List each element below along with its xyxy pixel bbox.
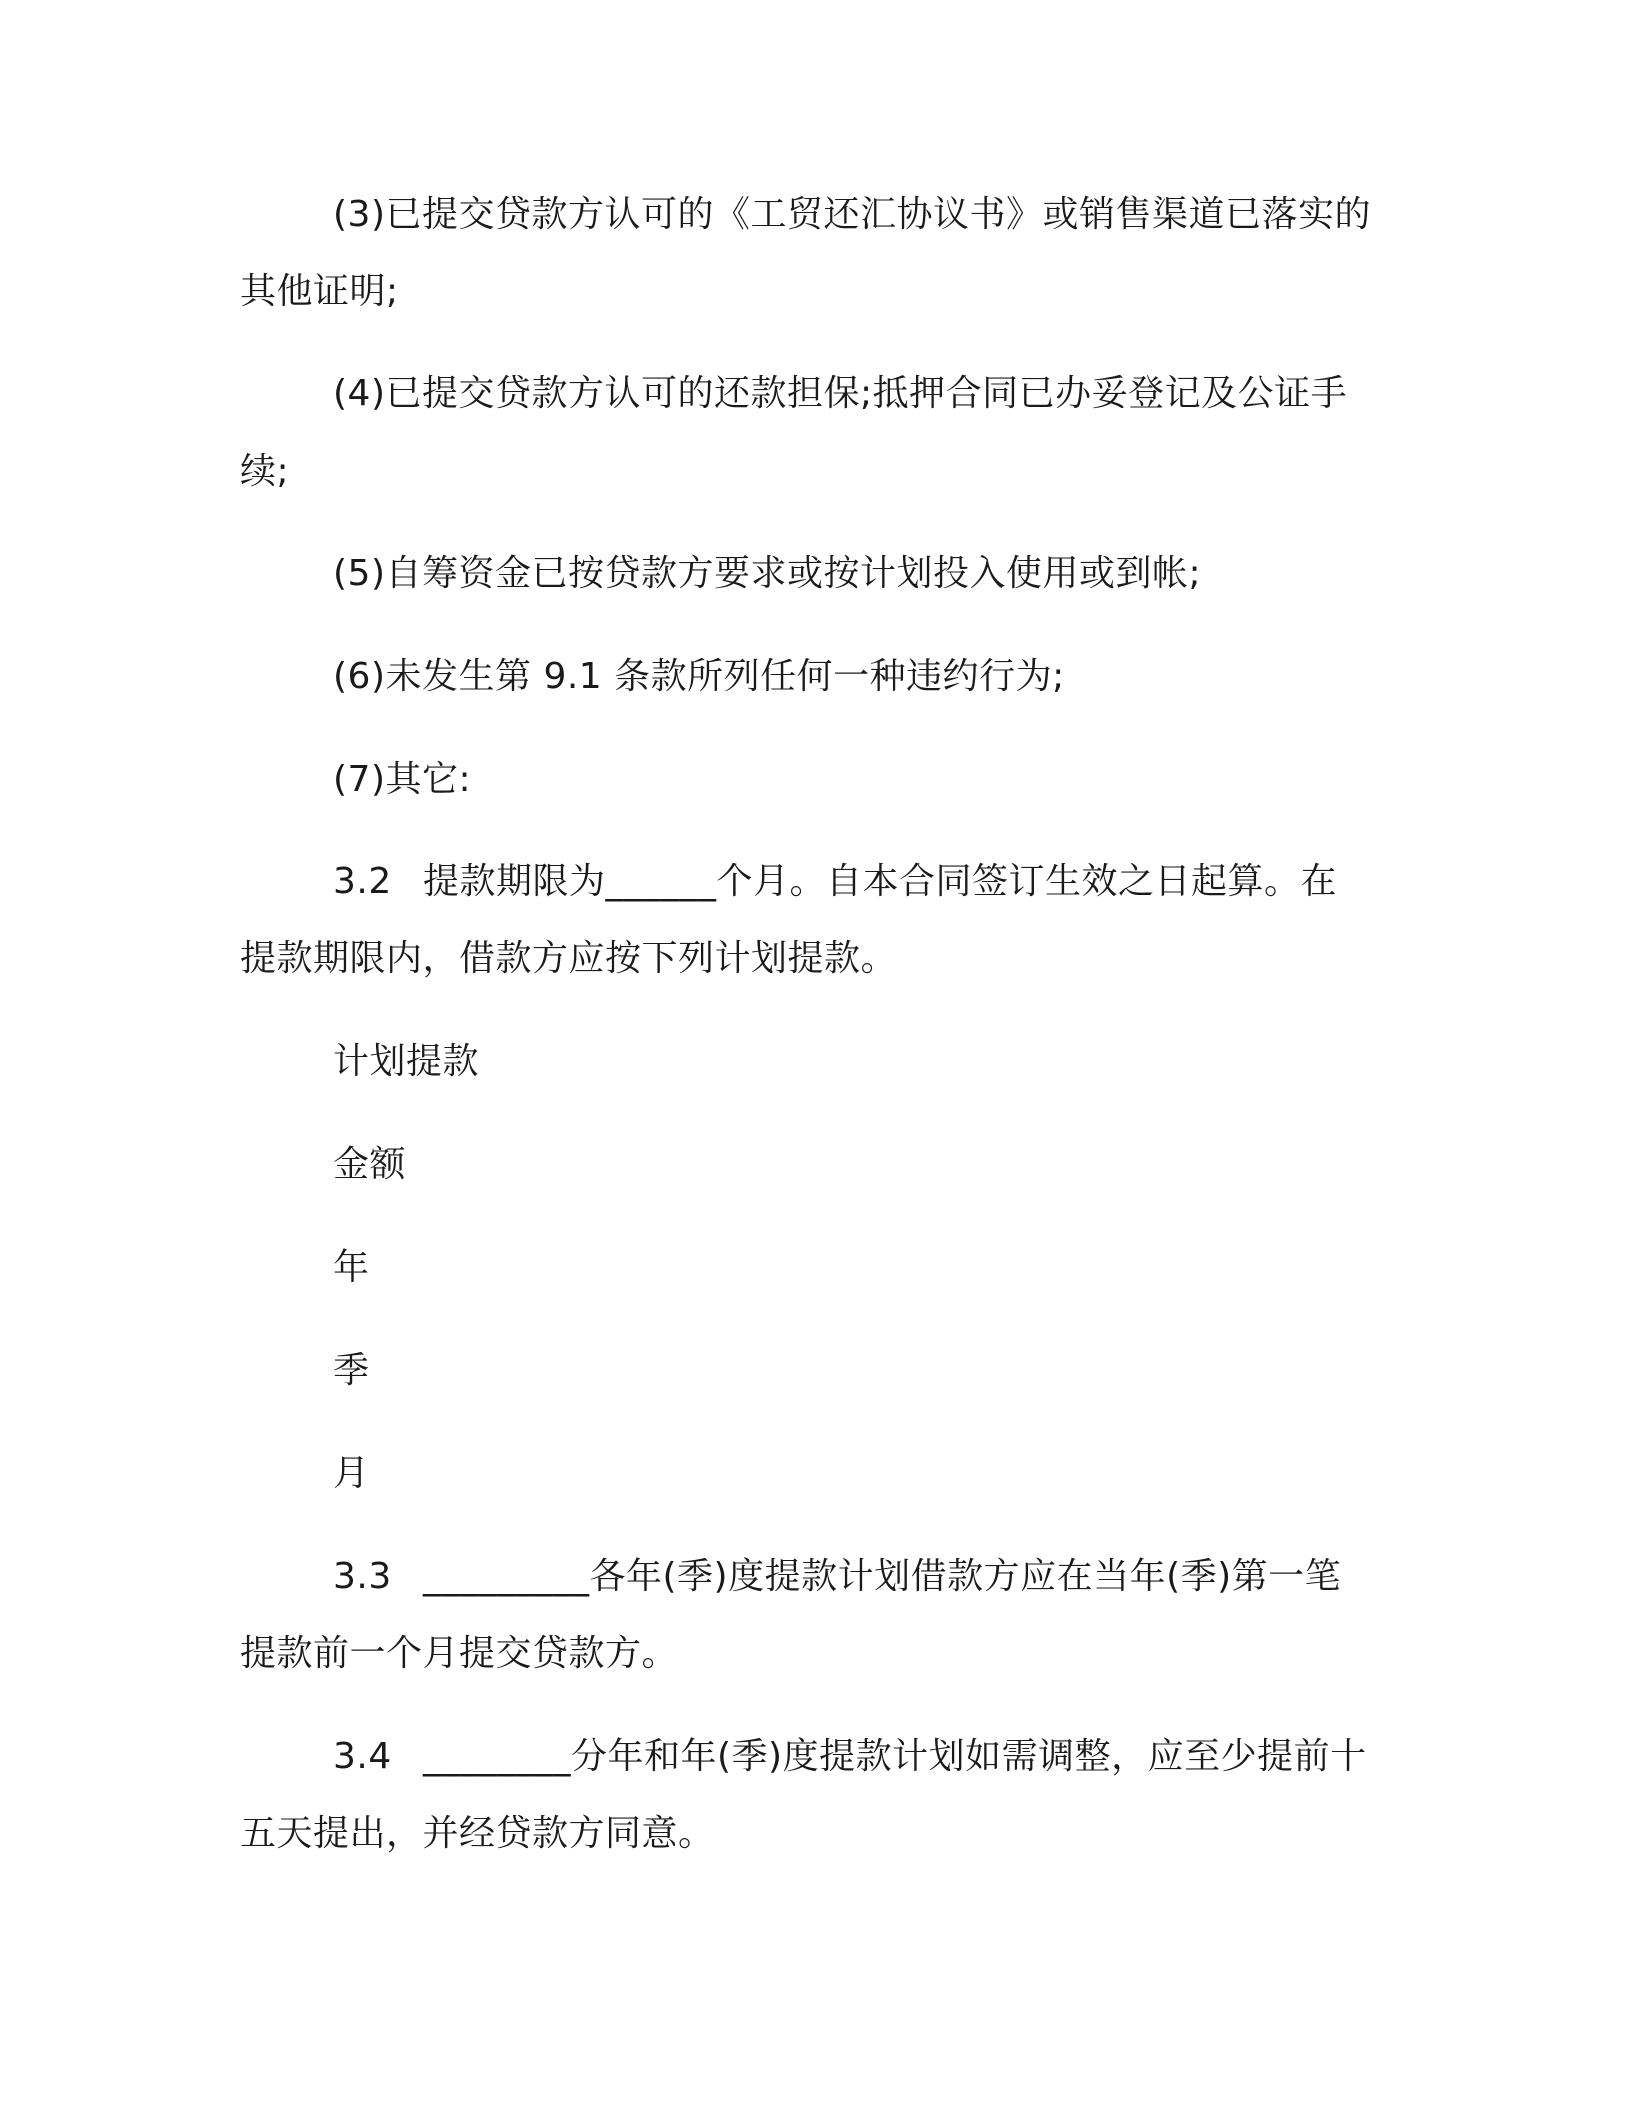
clause-number: 3.2 <box>333 861 392 902</box>
plan-quarter: 季 <box>333 1350 370 1391</box>
plan-month: 月 <box>333 1453 370 1494</box>
item-7: (7)其它: <box>333 759 472 800</box>
clause-3-2-line-1 <box>333 860 1337 904</box>
clause-text: _________各年(季)度提款计划借款方应在当年(季)第一笔 <box>423 1556 1342 1597</box>
plan-header-2: 金额 <box>333 1144 407 1185</box>
clause-3-2-line-2: 提款期限内，借款方应按下列计划提款。 <box>240 938 898 979</box>
clause-3-3-line-1 <box>333 1555 1341 1599</box>
clause-text: ________分年和年(季)度提款计划如需调整，应至少提前十 <box>423 1736 1367 1777</box>
clause-number: 3.3 <box>333 1556 392 1597</box>
item-5: (5)自筹资金已按贷款方要求或按计划投入使用或到帐; <box>333 553 1202 594</box>
item-4-line-2: 续; <box>240 451 290 492</box>
clause-3-3-line-2: 提款前一个月提交贷款方。 <box>240 1633 679 1674</box>
item-4-line-1: (4)已提交贷款方认可的还款担保;抵押合同已办妥登记及公证手 <box>333 373 1348 414</box>
item-3-line-2: 其他证明; <box>240 271 399 312</box>
plan-year: 年 <box>333 1247 370 1288</box>
clause-3-4-line-1 <box>333 1735 1367 1779</box>
clause-number: 3.4 <box>333 1736 392 1777</box>
item-3-line-1: (3)已提交贷款方认可的《工贸还汇协议书》或销售渠道已落实的 <box>333 194 1371 235</box>
clause-3-4-line-2: 五天提出，并经贷款方同意。 <box>240 1813 715 1854</box>
clause-text: 提款期限为______个月。自本合同签订生效之日起算。在 <box>423 861 1338 902</box>
item-6: (6)未发生第 9.1 条款所列任何一种违约行为; <box>333 656 1065 697</box>
plan-header-1: 计划提款 <box>333 1041 480 1082</box>
